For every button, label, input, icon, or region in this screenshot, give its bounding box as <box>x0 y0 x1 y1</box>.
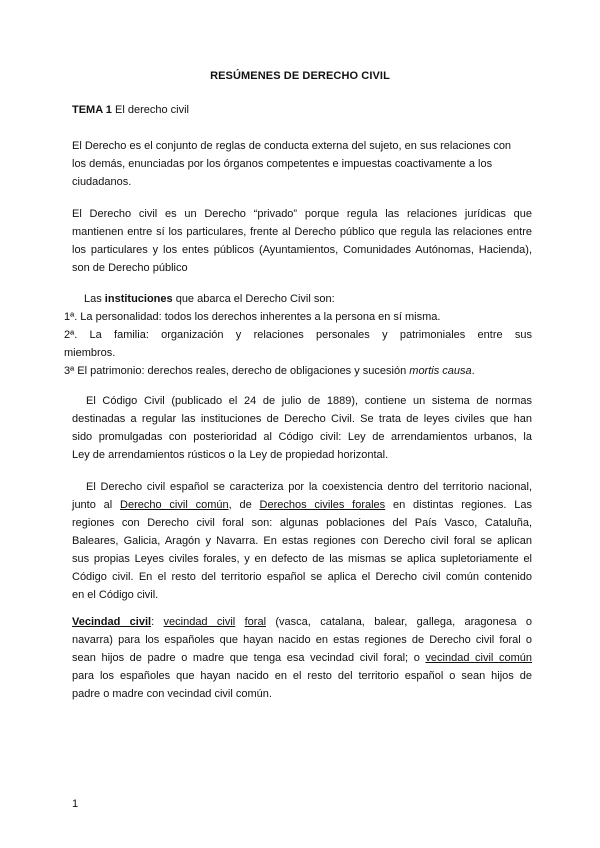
coexistence-paragraph <box>72 478 532 604</box>
foral-term: foral <box>244 616 267 628</box>
definition-paragraph <box>72 137 532 191</box>
private-law-line: son de Derecho público <box>72 262 188 274</box>
definition-line: El Derecho es el conjunto de reglas de conducta externa del sujeto, en sus relaciones con <box>72 140 512 152</box>
codigo-civil-line: Ley de arrendamientos rústicos o la Ley de propiedad horizontal. <box>72 449 389 461</box>
institution-item-family-cont: miembros. <box>64 347 116 359</box>
definition-line: ciudadanos. <box>72 176 132 188</box>
private-law-paragraph <box>72 205 532 277</box>
codigo-civil-line: sido promulgadas con posterioridad al Código civil: Ley de arrendamientos urbanos, la <box>72 431 532 443</box>
vecindad-line: navarra) para los españoles que hayan nacido en estas regiones de Derecho civil foral o <box>72 634 532 646</box>
tema-heading <box>72 101 532 119</box>
page-number: 1 <box>72 798 79 810</box>
tema-subtitle: El derecho civil <box>115 104 189 116</box>
codigo-civil-line: El Código Civil (publicado el 24 de julio de 1889), contiene un sistema de normas <box>86 395 532 407</box>
institution-item-text: . <box>471 365 475 377</box>
institutions-intro-text: que abarca el Derecho Civil son: <box>172 293 335 305</box>
vecindad-paragraph <box>72 613 532 703</box>
coexistence-line: en el Código civil. <box>72 589 159 601</box>
document-title: RESÚMENES DE DERECHO CIVIL <box>210 70 390 82</box>
derecho-civil-comun-term: Derecho civil común <box>120 499 229 511</box>
private-law-line: los particulares y los entes públicos (Ayuntamientos, Comunidades Autónomas, Hacienda), <box>72 244 532 256</box>
institutions-intro-text: Las <box>84 293 105 305</box>
vecindad-text: sean hijos de padre o madre que tenga esa vecindad civil foral; o <box>72 652 426 664</box>
coexistence-line <box>72 496 532 514</box>
vecindad-civil-term: vecindad civil <box>163 616 236 628</box>
coexistence-line: regiones con Derecho civil foral son: algunas poblaciones del País Vasco, Cataluña, <box>72 517 532 529</box>
vecindad-text <box>235 616 244 628</box>
codigo-civil-paragraph <box>72 392 532 464</box>
vecindad-civil-heading: Vecindad civil <box>72 616 152 628</box>
institution-item-patrimony <box>64 362 532 380</box>
coexistence-text: en distintas regiones. Las <box>385 499 533 511</box>
vecindad-line <box>72 613 532 631</box>
derechos-civiles-forales-term: Derechos civiles forales <box>259 499 386 511</box>
coexistence-text: , de <box>228 499 260 511</box>
vecindad-line <box>72 649 532 667</box>
vecindad-text: : <box>151 616 164 628</box>
coexistence-line: Código civil. En el resto del territorio español se aplica el Derecho civil común contenido <box>72 571 532 583</box>
mortis-causa-term: mortis causa <box>409 365 472 377</box>
codigo-civil-line: destinadas a regular las instituciones de Derecho Civil. Se trata de leyes civiles que han <box>72 413 532 425</box>
vecindad-civil-comun-term: vecindad civil común <box>425 652 532 664</box>
vecindad-line: padre o madre con vecindad civil común. <box>72 688 272 700</box>
coexistence-text: junto al <box>72 499 121 511</box>
institution-item-family: 2ª. La familia: organización y relaciones personales y patrimoniales entre sus <box>64 329 532 341</box>
institutions-intro <box>64 290 532 308</box>
definition-line: los demás, enunciadas por los órganos competentes e impuestas coactivamente a los <box>72 158 493 170</box>
vecindad-line: para los españoles que hayan nacido en el resto del territorio español o sean hijos de <box>72 670 532 682</box>
private-law-line: El Derecho civil es un Derecho “privado” porque regula las relaciones jurídicas que <box>72 208 532 220</box>
vecindad-text: (vasca, catalana, balear, gallega, aragonesa o <box>266 616 532 628</box>
institutions-list <box>64 290 532 380</box>
tema-label: TEMA 1 <box>72 104 112 116</box>
institution-item-personality: 1ª. La personalidad: todos los derechos inherentes a la persona en sí misma. <box>64 311 441 323</box>
coexistence-line: Baleares, Galicia, Aragón y Navarra. En estas regiones con Derecho civil foral se aplican <box>72 535 532 547</box>
institutions-keyword: instituciones <box>104 293 173 305</box>
coexistence-line: El Derecho civil español se caracteriza por la coexistencia dentro del territorio nacional, <box>86 481 532 493</box>
coexistence-line: sus propias Leyes civiles forales, y en defecto de las mismas se aplica supletoriamente el <box>72 553 532 565</box>
private-law-line: mantienen entre sí los particulares, frente al Derecho público que regula las relaciones entre <box>72 226 532 238</box>
institution-item-text: 3ª El patrimonio: derechos reales, derecho de obligaciones y sucesión <box>64 365 410 377</box>
